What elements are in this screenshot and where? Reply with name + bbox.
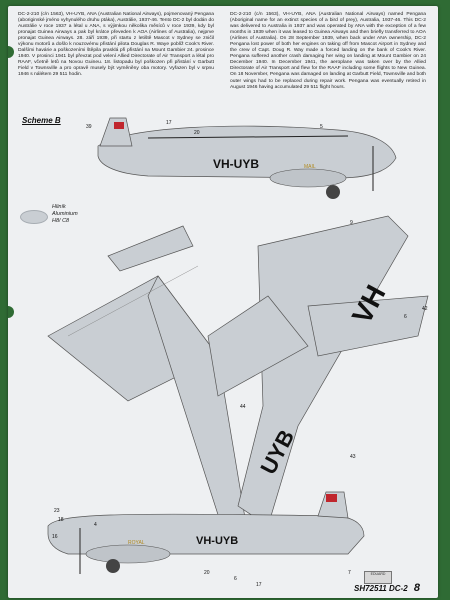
callout-16: 16: [52, 534, 58, 540]
footer-code: SH72511 DC-2: [353, 584, 408, 593]
wing-registration-vh: VH: [345, 279, 392, 329]
callout-23: 23: [54, 508, 60, 514]
callout-5: 5: [320, 124, 323, 130]
callout-6: 6: [234, 576, 237, 582]
english-description: DC-2-210 (c/n 1563), VH-UYB, ANA (Australian National Airways) named Pengana (Aboriginal name for an extinct species of a bird of prey), Australia, 1937-46. This DC-2 was delivered to Australia in 1937 and was operated by ANA with the exception of a few months in 1939 when it was leased to Guinea Airways and then briefly transferred to AOA (Airlines of Australia). On 28 September 1939, when back under ANA ownership, DC-2 Pengana lost power of both her engines on taking off from Mascot Airport in Sydney and the crew of Capt. Doug R. Way made a forced landing on the bank of Cook's River. Pengana suffered another crash damaging her wing on landing at Mount Gambier on 24 December 1940. In December 1941, the aeroplane was taken over by the Allied Directorate of Air Transport and flew for the RAAF including some flights to New Guinea. On 18 November, Pengana was damaged on landing at Garbutt Field, Townsville and both outer wings had to be replaced during repair work. Pengana was eventually retired in August 1946 having accumulated 29 511 flight hours.: [230, 12, 426, 90]
tail-flag: [114, 122, 124, 129]
czech-description: DC-2-210 (c/n 1563), VH-UYB, ANA (Australian National Airways), pojmenovaný Pengana (aboriginské jméno vyhynulého druhu ptáka), Austrálie, 1937-46. Tento DC-2 byl dodán do Austrálie v roce 1937 a létal u ANA, s výjimkou několika měsíců v roce 1939, kdy byl pronajat Guinea Airways a pak byl krátce převeden k AOA (Airlines of Australia), nejprve pronajat Guinea Airways. 28. září 1939, při startu z letiště Mascot v Sydney se zničil výkonu motorů a došlo k nouzovému přistání pilota Douglas R. Waye poblíž Cook's River. Dalšími havárie a poškozeními štěpila prasklá při přistání na Mount Gambier 24. prosince 1940. V prosinci 1941 byl převzat pod velení Allied Directorate of Air Transport a létal pro RAAF, včetně letů na Novou Guineu. 18. listopadu byl poškozen při přistání v Garbutt Field v Townsville a pro opravě musely být vyměněny oba motory. Vyřazen byl v srpnu 1946 s nálétem 29 511 hodin.: [18, 12, 214, 78]
tail-flag: [326, 494, 337, 502]
callout-18: 18: [58, 517, 64, 523]
royal-marking: ROYAL: [128, 540, 145, 546]
instruction-sheet: [8, 6, 438, 598]
callout-4: 4: [94, 522, 97, 528]
aircraft-drawings: [8, 6, 438, 598]
callout-17: 17: [256, 582, 262, 588]
callout-42: 42: [422, 306, 428, 312]
callout-9: 9: [350, 220, 353, 226]
callout-39: 39: [86, 124, 92, 130]
engine-nacelle: [86, 545, 170, 563]
mail-marking: MAIL: [304, 164, 316, 170]
wing-registration-uyb: UYB: [255, 425, 300, 479]
callout-43: 43: [350, 454, 356, 460]
callout-20: 20: [194, 130, 200, 136]
callout-44: 44: [240, 404, 246, 410]
wheel: [326, 185, 340, 199]
fuselage-registration: VH-UYB: [213, 157, 260, 171]
side-view-top: [86, 118, 396, 226]
callout-17: 17: [166, 120, 172, 126]
legend-line-code: H8/ C8: [52, 218, 70, 224]
page-number: 8: [413, 582, 420, 594]
scheme-title: Scheme B: [22, 116, 61, 125]
engine-nacelle: [270, 169, 346, 187]
fuselage-registration: VH-UYB: [196, 535, 239, 547]
side-view-bottom: [48, 492, 364, 588]
brand-logo: EDUARD: [364, 571, 392, 584]
legend-line-cz: Hliník: [52, 204, 66, 210]
legend-line-en: Aluminium: [52, 211, 78, 217]
callout-7: 7: [348, 570, 351, 576]
wheel: [106, 559, 120, 573]
plan-view-lower: [208, 216, 428, 526]
page-footer: [354, 582, 420, 594]
callout-6: 6: [404, 314, 407, 320]
callout-20: 20: [204, 570, 210, 576]
